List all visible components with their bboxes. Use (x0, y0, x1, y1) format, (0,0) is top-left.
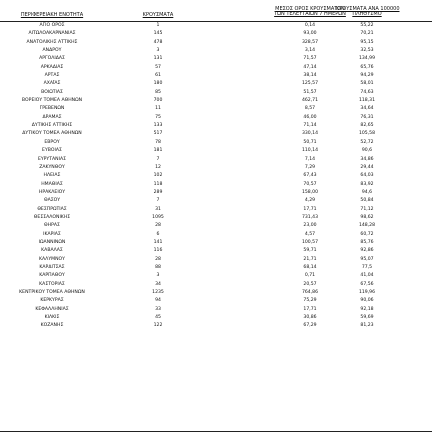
table-row (0, 47, 432, 55)
rate-cell: 105,58 (358, 131, 376, 137)
avg-cases-cell: 47,14 (303, 64, 317, 70)
table-row (0, 206, 432, 214)
cases-cell: 7 (156, 156, 160, 162)
avg-cases-cell: 3,14 (304, 48, 316, 54)
avg-cases-cell: 38,14 (303, 73, 317, 79)
avg-cases-cell: 17,71 (303, 206, 317, 212)
table-row (0, 314, 432, 322)
rate-cell: 85,76 (360, 239, 374, 245)
table-row (0, 272, 432, 280)
cases-cell: 33 (155, 306, 161, 312)
table-row (0, 122, 432, 130)
table-row (0, 264, 432, 272)
cases-cell: 75 (155, 114, 161, 120)
avg-cases-cell: 110,14 (301, 148, 319, 154)
cases-cell: 57 (155, 64, 161, 70)
rate-cell: 58,01 (360, 81, 374, 87)
table-row (0, 197, 432, 205)
table-row (0, 64, 432, 72)
avg-cases-cell: 0,71 (304, 273, 316, 279)
rate-cell: 55,22 (360, 23, 374, 28)
rate-cell: 119,96 (358, 290, 376, 295)
cases-cell: 12 (155, 164, 161, 170)
rate-cell: 67,56 (360, 281, 374, 287)
cases-cell: 31 (155, 206, 161, 212)
cases-cell: 141 (153, 239, 163, 245)
rate-cell: 98,62 (360, 214, 374, 220)
cases-cell: 118 (153, 181, 163, 187)
cases-cell: 28 (155, 256, 161, 262)
region-cell: ΑΡΤΑΣ (44, 73, 60, 79)
avg-cases-cell: 764,86 (301, 290, 319, 295)
table-row (0, 114, 432, 122)
cases-cell: 61 (155, 73, 161, 79)
cases-cell: 94 (155, 298, 161, 304)
cases-cell: 3 (156, 48, 160, 54)
region-cell: ΗΡΑΚΛΕΙΟΥ (38, 189, 66, 195)
region-cell: ΑΓΙΟ ΟΡΟΣ (39, 23, 65, 28)
rate-cell: 92,86 (360, 248, 374, 254)
cases-cell: 133 (153, 123, 163, 129)
cases-cell: 478 (153, 39, 163, 45)
region-cell: ΕΥΡΥΤΑΝΙΑΣ (37, 156, 67, 162)
cases-cell: 3 (156, 273, 160, 279)
avg-cases-cell: 8,57 (304, 106, 316, 112)
cases-cell: 1095 (152, 214, 164, 220)
table-row (0, 89, 432, 97)
table-row (0, 105, 432, 113)
rate-cell: 77,5 (361, 264, 373, 270)
cases-cell: 11 (155, 106, 161, 112)
rate-cell: 32,53 (360, 48, 374, 54)
avg-cases-cell: 50,71 (303, 139, 317, 145)
table-row (0, 164, 432, 172)
rate-cell: 94,29 (360, 73, 374, 79)
table-row (0, 22, 432, 30)
table-row (0, 222, 432, 230)
rate-cell: 95,15 (360, 39, 374, 45)
rate-cell: 41,04 (360, 273, 374, 279)
rate-cell: 82,65 (360, 123, 374, 129)
avg-cases-cell: 158,00 (301, 189, 319, 195)
rate-cell: 52,72 (360, 139, 374, 145)
table-row (0, 80, 432, 88)
cases-cell: 180 (153, 81, 163, 87)
table-row (0, 55, 432, 63)
region-cell: ΘΗΡΑΣ (44, 223, 60, 229)
region-cell: ΚΑΡΔΙΤΣΑΣ (39, 264, 65, 270)
table-row (0, 239, 432, 247)
region-cell: ΑΡΓΟΛΙΔΑΣ (39, 56, 65, 62)
cases-cell: 7 (156, 198, 160, 204)
avg-cases-cell: 75,29 (303, 298, 317, 304)
region-cell: ΙΩΑΝΝΙΝΩΝ (38, 239, 66, 245)
avg-cases-cell: 4,29 (304, 198, 316, 204)
rate-cell: 34,64 (360, 106, 374, 112)
region-cell: ΚΟΖΑΝΗΣ (40, 323, 64, 329)
region-cell: ΚΕΦΑΛΛΗΝΙΑΣ (35, 306, 69, 312)
avg-cases-cell: 71,14 (303, 123, 317, 129)
table-row (0, 322, 432, 330)
table-row (0, 289, 432, 297)
avg-cases-cell: 71,57 (303, 56, 317, 62)
rate-cell: 83,92 (360, 181, 374, 187)
region-cell: ΓΡΕΒΕΝΩΝ (39, 106, 65, 112)
cases-cell: 289 (153, 189, 163, 195)
table-row (0, 130, 432, 138)
table-row (0, 181, 432, 189)
region-cell: ΔΡΑΜΑΣ (42, 114, 62, 120)
cases-cell: 116 (153, 248, 163, 254)
avg-cases-cell: 0,14 (304, 23, 316, 28)
table-row (0, 97, 432, 105)
avg-cases-cell: 70,57 (303, 181, 317, 187)
rate-cell: 134,99 (358, 56, 376, 62)
region-cell: ΗΛΕΙΑΣ (43, 173, 61, 179)
region-cell: ΚΑΒΑΛΑΣ (41, 248, 63, 254)
table-row (0, 172, 432, 180)
region-cell: ΘΕΣΠΡΩΤΙΑΣ (37, 206, 67, 212)
region-cell: ΑΙΤΩΛΟΑΚΑΡΝΑΝΙΑΣ (28, 31, 76, 37)
avg-cases-cell: 328,57 (301, 39, 319, 45)
table-row (0, 72, 432, 80)
rate-cell: 70,21 (360, 31, 374, 37)
rate-cell: 90,06 (360, 298, 374, 304)
rate-cell: 95,07 (360, 256, 374, 262)
rate-cell: 71,12 (360, 206, 374, 212)
table-row (0, 189, 432, 197)
table-row (0, 281, 432, 289)
avg-cases-cell: 51,57 (303, 89, 317, 95)
avg-cases-cell: 330,14 (301, 131, 319, 137)
region-cell: ΗΜΑΘΙΑΣ (41, 181, 63, 187)
cases-cell: 88 (155, 264, 161, 270)
region-cell: ΚΑΡΠΑΘΟΥ (39, 273, 65, 279)
avg-cases-cell: 46,00 (303, 114, 317, 120)
cases-cell: 122 (153, 323, 163, 329)
table-row (0, 297, 432, 305)
header-region-label: ΠΕΡΙΦΕΡΕΙΑΚΗ ΕΝΟΤΗΤΑ (20, 12, 84, 18)
avg-cases-cell: 59,71 (303, 248, 317, 254)
header-rate-line2: ΠΛΗΘΥΣΜΟ (352, 11, 382, 18)
avg-cases-cell: 67,29 (303, 323, 317, 329)
rate-cell: 90,6 (361, 148, 373, 154)
region-cell: ΑΝΑΤΟΛΙΚΗΣ ΑΤΤΙΚΗΣ (26, 39, 78, 45)
avg-cases-cell: 125,57 (301, 81, 319, 87)
avg-cases-cell: 100,57 (301, 239, 319, 245)
region-cell: ΚΕΡΚΥΡΑΣ (40, 298, 64, 304)
cases-cell: 6 (156, 231, 160, 237)
region-cell: ΚΑΣΤΟΡΙΑΣ (39, 281, 65, 287)
table-row (0, 30, 432, 38)
avg-cases-cell: 17,71 (303, 306, 317, 312)
data-rows (0, 22, 432, 331)
rate-cell: 81,23 (360, 323, 374, 329)
rate-cell: 64,03 (360, 173, 374, 179)
region-cell: ΘΑΣΟΥ (43, 198, 61, 204)
region-cell: ΒΟΙΩΤΙΑΣ (41, 89, 63, 95)
header-rate-line1: ΚΡΟΥΣΜΑΤΑ ΑΝΑ 100000 (336, 6, 400, 12)
table-row (0, 306, 432, 314)
rate-cell: 76,31 (360, 114, 374, 120)
avg-cases-cell: 731,43 (301, 214, 319, 220)
region-cell: ΑΡΚΑΔΙΑΣ (40, 64, 64, 70)
region-cell: ΔΥΤΙΚΟΥ ΤΟΜΕΑ ΑΘΗΝΩΝ (22, 131, 82, 137)
header-avg-line2: ΤΩΝ ΤΕΛΕΥΤΑΙΩΝ 7 ΗΜΕΡΩΝ (274, 11, 346, 18)
avg-cases-cell: 7,14 (304, 156, 316, 162)
table-row (0, 214, 432, 222)
region-cell: ΚΙΛΚΙΣ (44, 315, 60, 321)
region-cell: ΚΕΝΤΡΙΚΟΥ ΤΟΜΕΑ ΑΘΗΝΩΝ (19, 290, 85, 295)
cases-cell: 1 (156, 23, 160, 28)
rate-cell: 34,86 (360, 156, 374, 162)
avg-cases-cell: 7,29 (304, 164, 316, 170)
rate-cell: 94,6 (361, 189, 373, 195)
cases-cell: 85 (155, 89, 161, 95)
cases-cell: 700 (153, 98, 163, 104)
rate-cell: 118,31 (358, 98, 376, 104)
table-row (0, 39, 432, 47)
avg-cases-cell: 30,86 (303, 315, 317, 321)
table-row (0, 156, 432, 164)
table-row (0, 139, 432, 147)
region-cell: ΔΥΤΙΚΗΣ ΑΤΤΙΚΗΣ (31, 123, 73, 129)
avg-cases-cell: 68,14 (303, 264, 317, 270)
rate-cell: 50,84 (360, 198, 374, 204)
region-cell: ΑΧΑΪΑΣ (43, 81, 61, 87)
rate-cell: 148,28 (358, 223, 376, 229)
cases-cell: 45 (155, 315, 161, 321)
region-cell: ΚΑΛΥΜΝΟΥ (39, 256, 65, 262)
cases-cell: 517 (153, 131, 163, 137)
header-avg-line1: ΜΕΣΟΣ ΟΡΟΣ ΚΡΟΥΣΜΑΤΩΝ (275, 6, 345, 12)
region-cell: ΕΒΡΟΥ (44, 139, 60, 145)
region-cell: ΕΥΒΟΙΑΣ (42, 148, 62, 154)
bottom-rule (0, 431, 432, 432)
cases-cell: 145 (153, 31, 163, 37)
avg-cases-cell: 462,71 (301, 98, 319, 104)
rate-cell: 92,18 (360, 306, 374, 312)
rate-cell: 29,44 (360, 164, 374, 170)
rate-cell: 74,63 (360, 89, 374, 95)
avg-cases-cell: 67,43 (303, 173, 317, 179)
cases-cell: 78 (155, 139, 161, 145)
cases-cell: 102 (153, 173, 163, 179)
region-cell: ΖΑΚΥΝΘΟΥ (39, 164, 65, 170)
cases-cell: 28 (155, 223, 161, 229)
table-row (0, 247, 432, 255)
cases-cell: 1235 (152, 290, 164, 295)
cases-cell: 34 (155, 281, 161, 287)
table-row (0, 256, 432, 264)
region-cell: ΙΚΑΡΙΑΣ (43, 231, 61, 237)
rate-cell: 65,76 (360, 64, 374, 70)
cases-cell: 181 (153, 148, 163, 154)
cases-cell: 131 (153, 56, 163, 62)
region-cell: ΘΕΣΣΑΛΟΝΙΚΗΣ (33, 214, 71, 220)
avg-cases-cell: 93,00 (303, 31, 317, 37)
header-cases-label: ΚΡΟΥΣΜΑΤΑ (142, 12, 174, 18)
region-cell: ΒΟΡΕΙΟΥ ΤΟΜΕΑ ΑΘΗΝΩΝ (21, 98, 83, 104)
table-row (0, 147, 432, 155)
avg-cases-cell: 20,57 (303, 281, 317, 287)
rate-cell: 60,72 (360, 231, 374, 237)
table-row (0, 231, 432, 239)
rate-cell: 59,69 (360, 315, 374, 321)
avg-cases-cell: 23,00 (303, 223, 317, 229)
avg-cases-cell: 21,71 (303, 256, 317, 262)
avg-cases-cell: 4,57 (304, 231, 316, 237)
region-cell: ΑΝΔΡΟΥ (42, 48, 62, 54)
